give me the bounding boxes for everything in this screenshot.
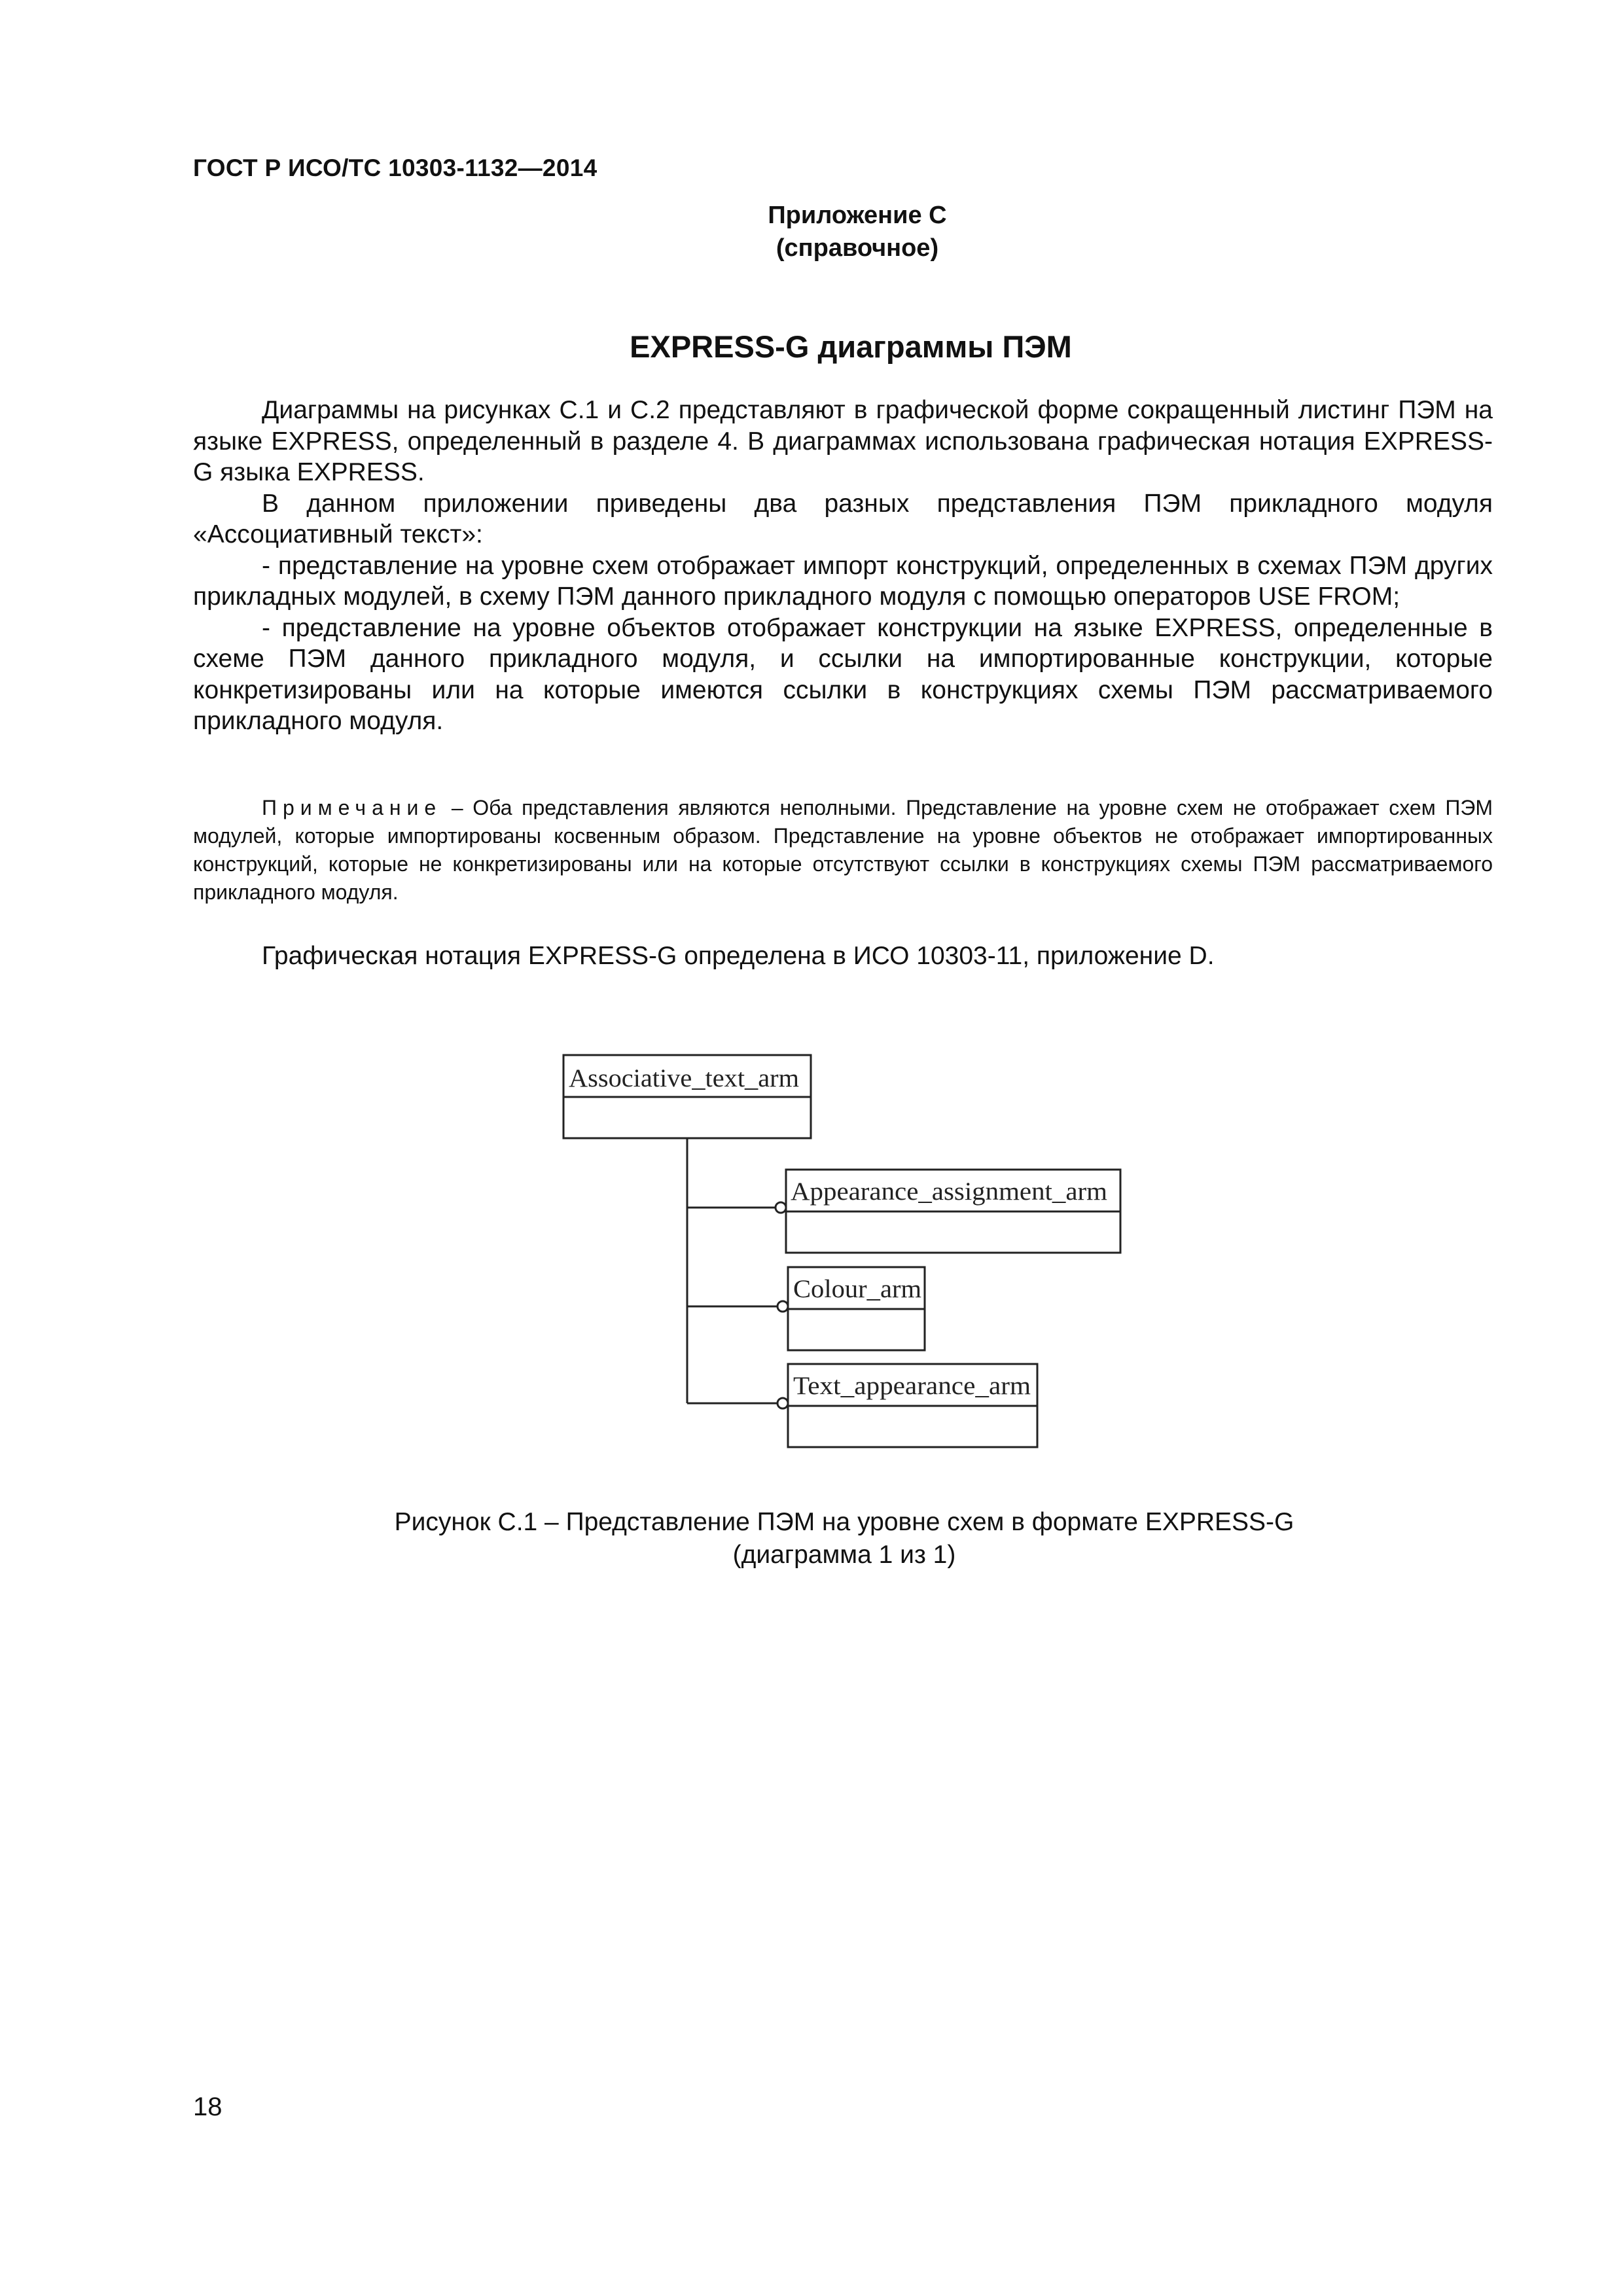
entity-label: Appearance_assignment_arm [791,1177,1107,1206]
section-title: EXPRESS-G диаграммы ПЭМ [630,329,1072,364]
note-paragraph [193,794,1493,906]
entity-box-child [786,1170,1120,1253]
entity-box-child [788,1364,1037,1447]
document-header: ГОСТ Р ИСО/ТС 10303-1132—2014 [193,154,597,181]
paragraph: Диаграммы на рисунках С.1 и С.2 представляют в графической форме сокращенный листинг ПЭМ на языке EXPRESS, определенный в разделе 4. В диаграммах использована графическая нотация EXPRESS-G языка EXPRESS. [193,396,1493,486]
paragraph: - представление на уровне схем отображает импорт конструкций, определенных в схемах ПЭМ других прикладных модулей, в схему ПЭМ данного прикладного модуля с помощью операторов USE FROM; [193,551,1493,611]
entity-label-root: Associative_text_arm [569,1064,799,1092]
figure-page-indicator: (диаграмма 1 из 1) [732,1541,956,1569]
appendix-title: Приложение С [768,202,947,229]
relationship-circle-icon [777,1301,788,1312]
entity-box-child [788,1267,925,1350]
notation-reference [193,941,1493,972]
relationship-circle-icon [777,1398,788,1408]
note-block [193,794,1493,906]
note-text: – Оба представления являются неполными. Представление на уровне схем не отображает схем ПЭМ модулей, которые импортированы косвенным образом. Представление на уровне объектов не отображает импортированных конструкций, которые не конкретизированы или на которые отсутствуют ссылки в конструкциях схемы ПЭМ рассматриваемого прикладного модуля. [193,796,1493,904]
paragraph: В данном приложении приведены два разных представления ПЭМ прикладного модуля «Ассоциативный текст»: [193,489,1493,548]
note-label: Примечание [262,796,442,819]
body-text [193,395,1493,737]
paragraph: - представление на уровне объектов отображает конструкции на языке EXPRESS, определенные в схеме ПЭМ данного прикладного модуля, и ссылки на импортированные конструкции, которые конкретизированы или на которые имеются ссылки в конструкциях схемы ПЭМ рассматриваемого прикладного модуля. [193,613,1493,735]
page-number: 18 [193,2092,223,2121]
appendix-kind: (справочное) [776,234,939,262]
figure-caption: Рисунок С.1 – Представление ПЭМ на уровне схем в формате EXPRESS-G [394,1508,1294,1536]
entity-box-root [563,1055,811,1138]
relationship-circle-icon [776,1202,786,1213]
entity-label: Colour_arm [793,1275,921,1303]
paragraph: Графическая нотация EXPRESS-G определена в ИСО 10303-11, приложение D. [262,942,1215,970]
entity-label: Text_appearance_arm [793,1372,1031,1400]
